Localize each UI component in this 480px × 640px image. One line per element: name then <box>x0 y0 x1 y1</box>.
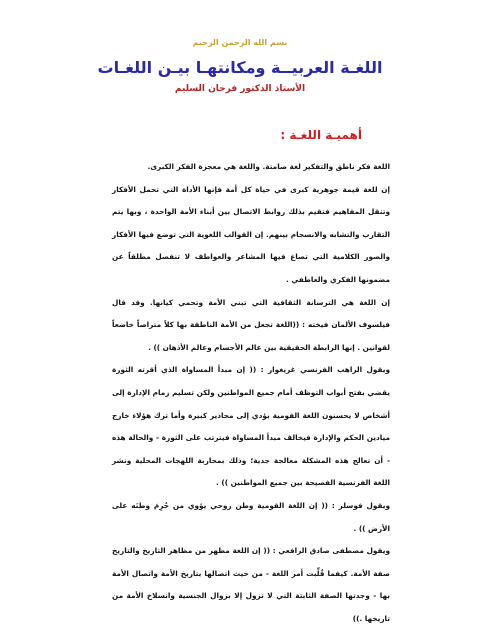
body-text <box>112 156 390 630</box>
paragraph-2: إن للغة قيمة جوهرية كبرى في حياة كل أمة فإنها الأداة التي تحمل الأفكار وتنقل المفاهيم فتقيم بذلك روابط الاتصال بين أبناء الأمة الواحدة ، وبها يتم التقارب والتشابه والانسجام بينهم. إن القوالب اللغوية التي توضع فيها الأفكار والصور الكلامية التي تصاغ فيها المشاعر والعواطف لا تنفصل مطلقاً عن مضمونها الفكري والعاطفي . <box>112 184 390 284</box>
author-name: الأستاذ الدكتور فرحان السليم <box>174 84 306 94</box>
paragraph-3: إن اللغة هي الترسانة الثقافية التي تبني الأمة وتحمي كيانها. وقد قال فيلسوف الألمان فيخته : ((اللغة تجعل من الأمة الناطقة بها كلاً متراصاً خاضعاً لقوانين . إنها الرابطة الحقيقية بين عالم الأجسام وعالم الأذهان )) . <box>112 297 390 352</box>
basmala: بسم الله الرحمن الرحيم <box>192 38 288 47</box>
section-heading: أهميـة اللغـة : <box>280 128 362 142</box>
paragraph-1: اللغة فكر ناطق والتفكير لغة صامتة. واللغة هي معجزة الفكر الكبرى. <box>147 162 390 171</box>
paragraph-5: ويقول فوسلر : (( إن اللغة القومية وطن روحي يؤوي من حُرِمَ وطنَه على الأرض )) . <box>112 500 390 533</box>
paragraph-4: ويقول الراهب الفرنسي غريغوار : (( إن مبدأ المساواة الذي أقرته الثورة يقضي بفتح أبواب التوظف أمام جميع المواطنين ولكن تسليم زمام الإدارة إلى أشخاص لا يحسنون اللغة القومية يؤدي إلى محاذير كبيرة وأما ترك هؤلاء خارج ميادين الحكم والإدارة فيخالف مبدأ المساواة فيترتب على الثورة - والحالة هذه - أن تعالج هذه المشكلة معالجة جدية؛ وذلك بمحاربة اللهجات المحلية ونشر اللغة الفرنسية الفصيحة بين جميع المواطنين )) . <box>112 365 390 488</box>
paragraph-6: ويقول مصطفى صادق الرافعي : (( إن اللغة مظهر من مظاهر التاريخ والتاريخ صفة الأمة. كيفما قُلِّبت أمر اللغة - من حيث اتصالها بتاريخ الأمة واتصال الأمة بها - وجدتها الصفة الثابتة التي لا تزول إلا بزوال الجنسية وانسلاخ الأمة من تاريخها .)) <box>112 546 390 623</box>
document-title: اللغـة العربيــة ومكانتهـا بيـن اللغـات <box>97 58 383 77</box>
